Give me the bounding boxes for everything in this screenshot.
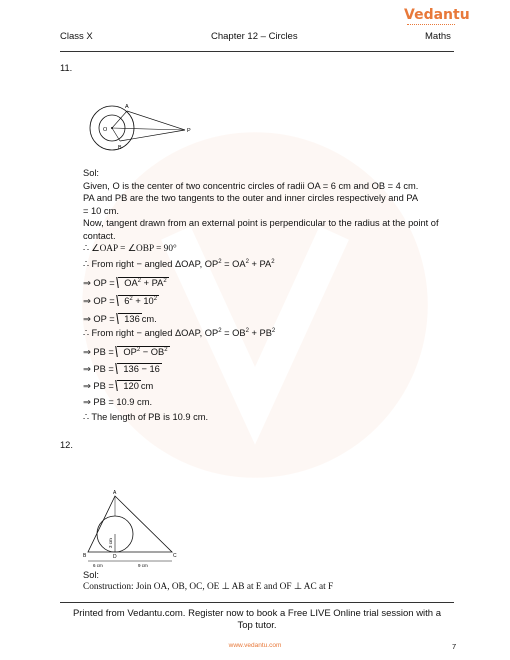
fig11-label-o: O xyxy=(103,127,108,133)
fig11-label-p: P xyxy=(187,128,191,134)
eq-op-values: ⇒ OP = $6^2 + 10^2$ xyxy=(83,295,158,306)
text-line: contact. xyxy=(83,230,116,241)
page-number: 7 xyxy=(452,642,457,651)
given-line: Given, O is the center of two concentric circles of radii OA = 6 cm and OB = 4 cm. xyxy=(83,180,419,191)
fig12-len-bd: 6 cm xyxy=(93,563,103,568)
vedantu-logo: Vedantu xyxy=(404,7,470,23)
fig11-label-a: A xyxy=(125,104,129,110)
question-number-12: 12. xyxy=(60,440,73,450)
conclusion: ∴ The length of PB is 10.9 cm. xyxy=(83,412,209,422)
eq-op-sqrt: ⇒ OP = $OA^2 + PA^2$ xyxy=(83,277,167,288)
eq-pb-sqrt120: ⇒ PB = 120 cm xyxy=(83,381,154,391)
question-number-11: 11. xyxy=(60,63,73,73)
triangle-incircle-figure xyxy=(82,490,182,570)
eq-pythagoras-oap: ∴ From right − angled ΔOAP, $OP^2 = OA^2 + PA^2$ xyxy=(83,258,275,269)
eq-pb-sqrt: ⇒ PB = $OP^2 - OB^2$ xyxy=(83,346,168,357)
text-line: PA and PB are the two tangents to the outer and inner circles respectively and PA xyxy=(83,193,419,203)
eq-op-result: ⇒ OP = 136 cm. xyxy=(83,314,157,324)
logo-tagline xyxy=(407,24,455,27)
concentric-circles-figure xyxy=(85,100,200,155)
eq-angles: ∴ ∠OAP = ∠OBP = 90° xyxy=(83,244,177,254)
sol-label: Sol: xyxy=(83,168,100,178)
chapter-title: Chapter 12 – Circles xyxy=(211,31,298,42)
construction-line: Construction: Join OA, OB, OC, OE ⊥ AB at E and OF ⊥ AC at F xyxy=(83,582,334,592)
text-line: = 10 cm. xyxy=(83,205,119,216)
header-rule xyxy=(60,51,454,52)
fig12-len-dc: 9 cm xyxy=(138,563,148,568)
footer-line-2: Top tutor. xyxy=(237,620,277,631)
fig12-radius: 3 cm xyxy=(108,538,113,548)
eq-pb-result: ⇒ PB = 10.9 cm. xyxy=(83,397,153,407)
q11-solution-text xyxy=(83,167,453,242)
class-label: Class X xyxy=(60,31,93,42)
fig11-label-b: B xyxy=(118,145,122,151)
subject-label: Maths xyxy=(425,31,451,42)
fig12-label-c: C xyxy=(173,553,177,559)
fig12-label-a: A xyxy=(113,490,117,496)
sol-label: Sol: xyxy=(83,570,100,580)
eq-pythagoras-obp: ∴ From right − angled ΔOAP, $OP^2 = OB^2 + PB^2$ xyxy=(83,327,276,338)
footer-promo xyxy=(60,608,454,632)
text-line: Now, tangent drawn from an external point is perpendicular to the radius at the point of xyxy=(83,218,439,228)
footer-rule xyxy=(60,602,454,603)
vedantu-url-link[interactable]: www.vedantu.com xyxy=(228,642,282,649)
eq-pb-values: ⇒ PB = 136 − 16 xyxy=(83,364,160,374)
footer-line-1: Printed from Vedantu.com. Register now to book a Free LIVE Online trial session with a xyxy=(72,608,442,619)
fig12-label-b: B xyxy=(83,553,87,559)
fig12-label-d: D xyxy=(113,554,117,560)
